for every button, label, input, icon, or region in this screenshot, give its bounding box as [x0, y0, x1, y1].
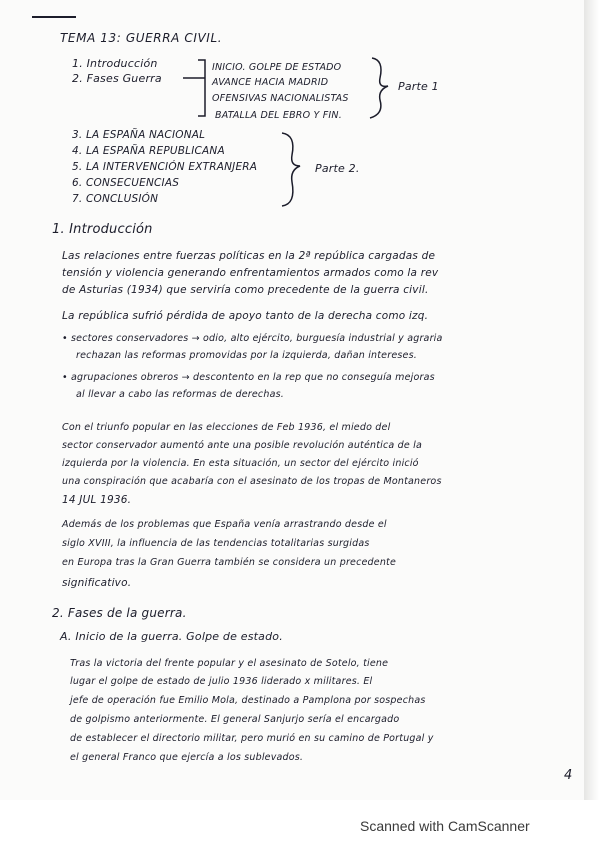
- outline-item-1: 1. Introducción: [72, 57, 158, 70]
- paragraph-line: sector conservador aumentó ante una posible revolución auténtica de la: [62, 440, 423, 451]
- paragraph-line: Además de los problemas que España venía arrastrando desde el: [62, 519, 387, 530]
- bullet-line: • agrupaciones obreros → descontento en la rep que no conseguía mejoras: [62, 372, 435, 383]
- intro-line: La república sufrió pérdida de apoyo tanto de la derecha como izq.: [62, 310, 429, 322]
- fases-line: el general Franco que ejercía a los sublevados.: [70, 752, 304, 763]
- bullet-line: rechazan las reformas promovidas por la izquierda, dañan intereses.: [76, 350, 417, 361]
- section-heading-intro: 1. Introducción: [52, 222, 153, 237]
- paragraph-line: izquierda por la violencia. En esta situación, un sector del ejército inició: [62, 458, 419, 469]
- outline-subitem: BATALLA DEL EBRO Y FIN.: [215, 110, 342, 121]
- fases-line: jefe de operación fue Emilio Mola, destinado a Pamplona por sospechas: [70, 695, 426, 706]
- page-number: 4: [564, 768, 573, 783]
- scanner-watermark: Scanned with CamScanner: [360, 818, 530, 834]
- outline-subitem: INICIO. GOLPE DE ESTADO: [212, 62, 342, 73]
- outline-item: 5. LA INTERVENCIÓN EXTRANJERA: [72, 161, 258, 173]
- paragraph-line: Con el triunfo popular en las elecciones de Feb 1936, el miedo del: [62, 422, 391, 433]
- bullet-line: • sectores conservadores → odio, alto ejército, burguesía industrial y agraria: [62, 333, 443, 344]
- fases-line: Tras la victoria del frente popular y el asesinato de Sotelo, tiene: [70, 658, 389, 669]
- fases-line: lugar el golpe de estado de julio 1936 liderado x militares. El: [70, 676, 373, 687]
- outline-item: 7. CONCLUSIÓN: [72, 193, 159, 205]
- outline-item-2: 2. Fases Guerra: [72, 72, 162, 85]
- page-title: TEMA 13: GUERRA CIVIL.: [60, 31, 223, 45]
- intro-line: de Asturias (1934) que serviría como precedente de la guerra civil.: [62, 284, 429, 296]
- outline-item: 3. LA ESPAÑA NACIONAL: [72, 129, 206, 141]
- intro-line: Las relaciones entre fuerzas políticas en la 2ª república cargadas de: [62, 250, 436, 262]
- outline-subitem: AVANCE HACIA MADRID: [212, 77, 329, 88]
- fases-line: de golpismo anteriormente. El general Sanjurjo sería el encargado: [70, 714, 400, 725]
- part-2-label: Parte 2.: [315, 162, 360, 175]
- paragraph-line: siglo XVIII, la influencia de las tendencias totalitarias surgidas: [62, 538, 370, 549]
- outline-item: 6. CONSECUENCIAS: [72, 177, 180, 189]
- paragraph-line: 14 JUL 1936.: [62, 494, 132, 506]
- bullet-line: al llevar a cabo las reformas de derechas.: [76, 389, 284, 400]
- paragraph-line: significativo.: [62, 577, 132, 589]
- outline-subitem: OFENSIVAS NACIONALISTAS: [212, 93, 349, 104]
- outline-item: 4. LA ESPAÑA REPUBLICANA: [72, 145, 225, 157]
- intro-line: tensión y violencia generando enfrentamientos armados como la rev: [62, 267, 439, 279]
- fases-line: de establecer el directorio militar, pero murió en su camino de Portugal y: [70, 733, 434, 744]
- part-1-label: Parte 1: [398, 80, 439, 93]
- paragraph-line: en Europa tras la Gran Guerra también se considera un precedente: [62, 557, 397, 568]
- subsection-heading: A. Inicio de la guerra. Golpe de estado.: [60, 630, 283, 643]
- section-heading-fases: 2. Fases de la guerra.: [52, 606, 187, 620]
- paragraph-line: una conspiración que acabaría con el asesinato de los tropas de Montaneros: [62, 476, 442, 487]
